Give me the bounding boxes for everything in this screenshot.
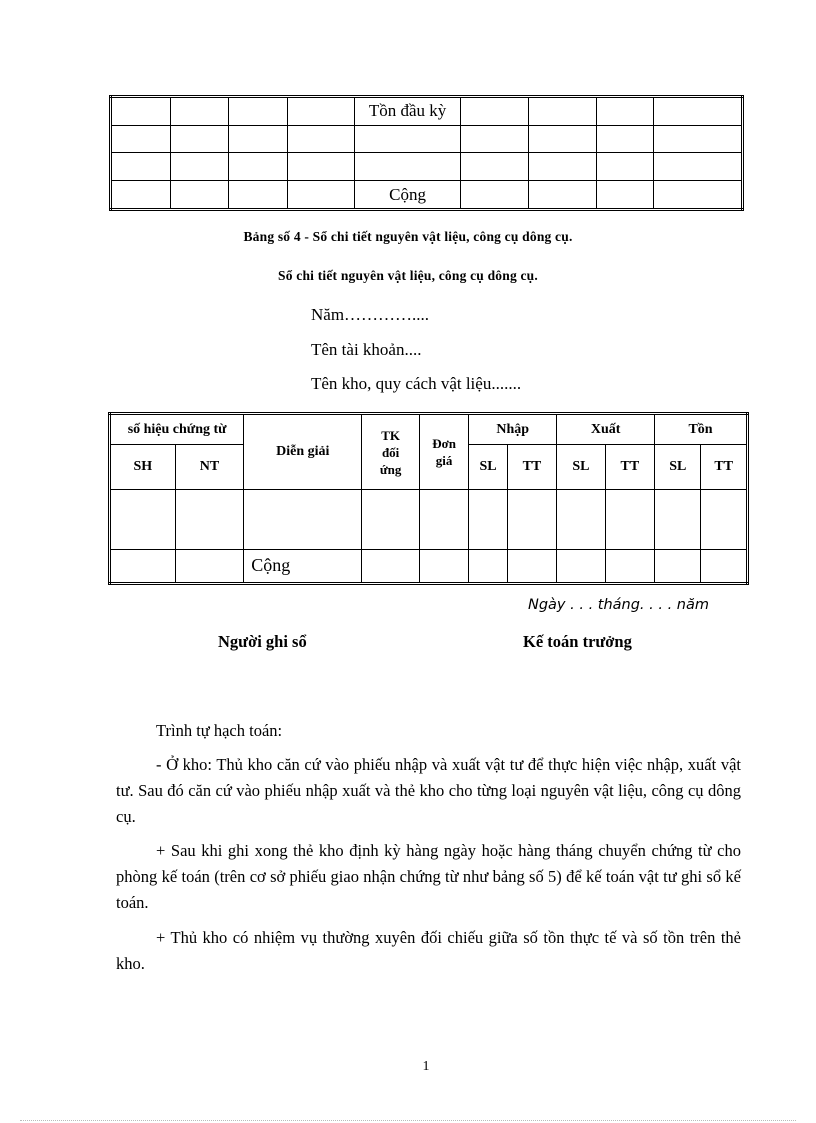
table-cell: [596, 97, 654, 126]
date-line: Ngày . . . tháng. . . . năm: [528, 597, 710, 613]
table-cell: [111, 97, 171, 126]
import-qty-header: SL: [469, 445, 507, 490]
year-line: Năm…………....: [311, 305, 430, 324]
table-row: [111, 181, 743, 210]
table-cell: [529, 97, 597, 126]
table-cell: [288, 97, 355, 126]
import-amount-header: TT: [507, 445, 556, 490]
table-cell: [288, 181, 355, 210]
table-cell: [288, 153, 355, 181]
unit-price-header: Đơn giá: [419, 414, 468, 490]
ledger-detail-table: [108, 412, 749, 585]
page-bottom-divider: [20, 1120, 796, 1121]
table-cell: [229, 153, 288, 181]
table-cell: [229, 97, 288, 126]
procedure-heading: Trình tự hạch toán:: [156, 721, 283, 740]
nt-header: NT: [175, 445, 244, 490]
account-line: Tên tài khoản....: [311, 340, 422, 359]
table-cell: [654, 97, 743, 126]
table-cell: Tồn đầu kỳ: [354, 97, 461, 126]
table-cell: [288, 125, 355, 153]
table-cell: [229, 125, 288, 153]
table-cell: [654, 181, 743, 210]
table-cell: [111, 181, 171, 210]
page-number: 1: [422, 1059, 430, 1074]
stock-header: Tồn: [655, 414, 748, 445]
chief-accountant-signature-label: Kế toán trưởng: [523, 632, 632, 651]
recorder-signature-label: Người ghi sổ: [218, 632, 307, 651]
total-label: Cộng: [244, 549, 362, 583]
table-cell: [170, 181, 229, 210]
table-cell: [654, 153, 743, 181]
import-header: Nhập: [469, 414, 557, 445]
table-cell: [354, 125, 461, 153]
table-cell: [461, 181, 529, 210]
table-cell: [111, 125, 171, 153]
table-cell: [529, 153, 597, 181]
total-row: [110, 549, 748, 583]
table-cell: [461, 97, 529, 126]
ledger-table-top: [109, 95, 744, 211]
table-cell: [596, 125, 654, 153]
paragraph-warehouse: - Ở kho: Thủ kho căn cứ vào phiếu nhập và xuất vật tư để thực hiện việc nhập, xuất vật tư. Sau đó căn cứ vào phiếu nhập xuất và thẻ kho cho từng loại nguyên vật liệu, công cụ dông cụ.: [116, 755, 741, 826]
table-row: [111, 97, 743, 126]
table-row: [111, 153, 743, 181]
export-header: Xuất: [557, 414, 655, 445]
warehouse-line: Tên kho, quy cách vật liệu.......: [311, 374, 522, 393]
table-cell: [170, 97, 229, 126]
table-cell: [461, 153, 529, 181]
stock-amount-header: TT: [701, 445, 748, 490]
table-cell: Cộng: [354, 181, 461, 210]
doc-number-header: số hiệu chứng từ: [110, 414, 244, 445]
table-cell: [461, 125, 529, 153]
export-qty-header: SL: [557, 445, 605, 490]
paragraph-reconcile: + Thủ kho có nhiệm vụ thường xuyên đối chiếu giữa số tồn thực tế và số tồn trên thẻ kho.: [116, 928, 741, 973]
table-cell: [529, 181, 597, 210]
table-cell: [111, 153, 171, 181]
table-cell: [529, 125, 597, 153]
table-row: [111, 125, 743, 153]
stock-qty-header: SL: [655, 445, 701, 490]
table-cell: [229, 181, 288, 210]
table-cell: [596, 153, 654, 181]
table-cell: [654, 125, 743, 153]
account-header: TK đối ứng: [362, 414, 420, 490]
table-cell: [170, 125, 229, 153]
table-caption: Bảng số 4 - Sổ chi tiết nguyên vật liệu, công cụ dông cụ.: [243, 229, 573, 244]
sh-header: SH: [110, 445, 176, 490]
table-row: [110, 490, 748, 549]
ledger-title: Sổ chi tiết nguyên vật liệu, công cụ dông cụ.: [278, 268, 538, 283]
export-amount-header: TT: [605, 445, 654, 490]
paragraph-transfer: + Sau khi ghi xong thẻ kho định kỳ hàng ngày hoặc hàng tháng chuyển chứng từ cho phòng kế toán (trên cơ sở phiếu giao nhận chứng từ như bảng số 5) để kế toán vật tư ghi sổ kế toán.: [116, 841, 741, 912]
description-header: Diễn giải: [244, 414, 362, 490]
table-cell: [170, 153, 229, 181]
table-cell: [354, 153, 461, 181]
table-cell: [596, 181, 654, 210]
